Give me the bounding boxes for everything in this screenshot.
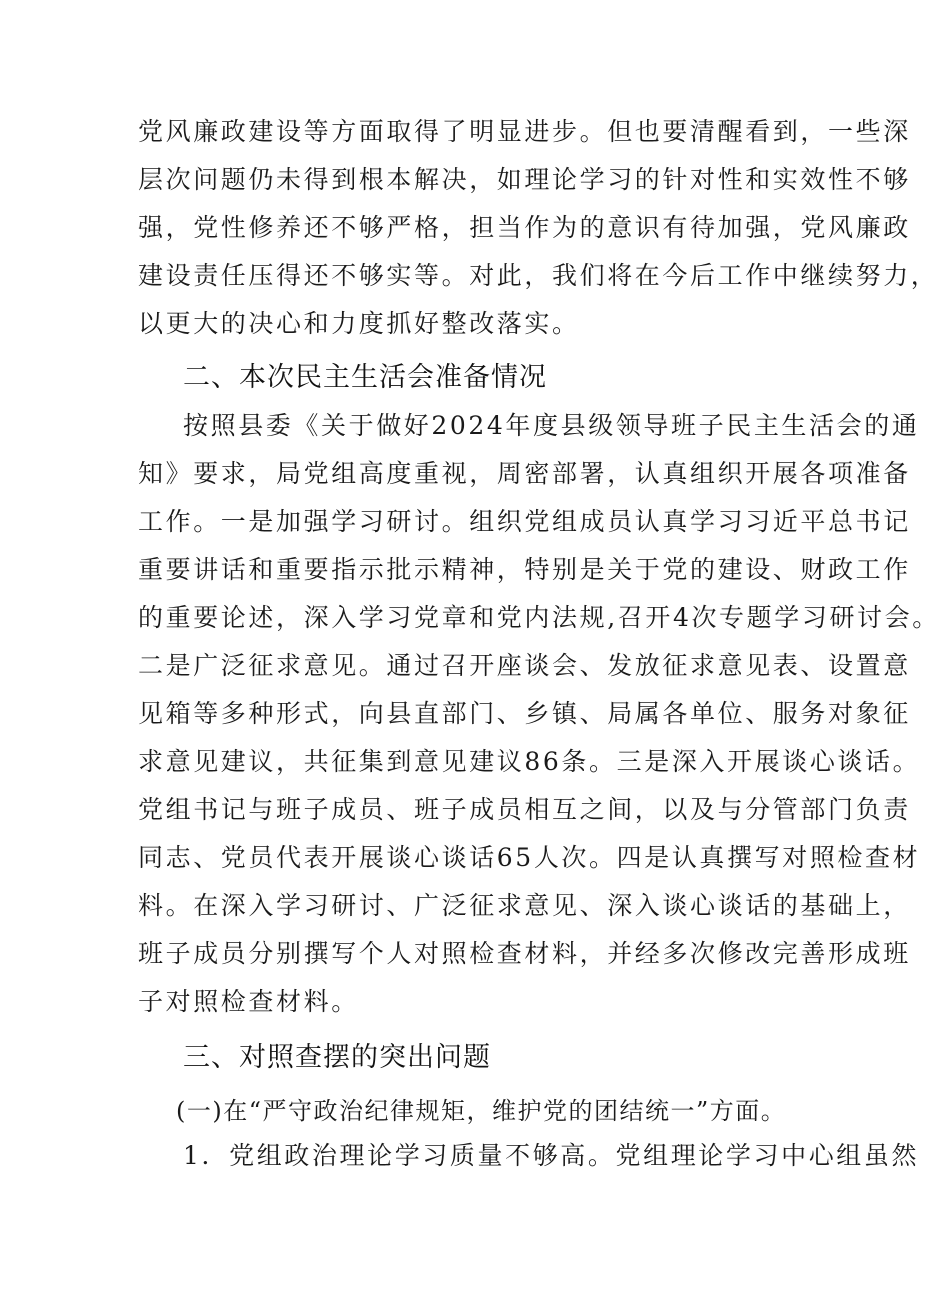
paragraph-line: 按照县委《关于做好2024年度县级领导班子民主生活会的通 bbox=[183, 411, 920, 440]
paragraph-line: 料。在深入学习研讨、广泛征求意见、深入谈心谈话的基础上， bbox=[138, 891, 911, 920]
paragraph-line: 班子成员分别撰写个人对照检查材料，并经多次修改完善形成班 bbox=[138, 939, 911, 968]
subsection-heading: (一)在“严守政治纪律规矩，维护党的团结统一”方面。 bbox=[176, 1097, 787, 1125]
paragraph-line: 党组书记与班子成员、班子成员相互之间，以及与分管部门负责 bbox=[138, 795, 911, 824]
paragraph-line: 同志、党员代表开展谈心谈话65人次。四是认真撰写对照检查材 bbox=[138, 843, 921, 872]
section-heading-3: 三、对照查摆的突出问题 bbox=[183, 1042, 491, 1073]
section-heading-2: 二、本次民主生活会准备情况 bbox=[183, 362, 547, 393]
paragraph-line: 见箱等多种形式，向县直部门、乡镇、局属各单位、服务对象征 bbox=[138, 699, 911, 728]
paragraph-line: 党风廉政建设等方面取得了明显进步。但也要清醒看到，一些深 bbox=[138, 117, 911, 146]
paragraph-line: 知》要求，局党组高度重视，周密部署，认真组织开展各项准备 bbox=[138, 459, 911, 488]
paragraph-line: 的重要论述，深入学习党章和党内法规,召开4次专题学习研讨会。 bbox=[138, 603, 940, 632]
numbered-item-1: 1．党组政治理论学习质量不够高。党组理论学习中心组虽然 bbox=[183, 1141, 920, 1170]
paragraph-line: 以更大的决心和力度抓好整改落实。 bbox=[138, 309, 580, 338]
paragraph-line: 重要讲话和重要指示批示精神，特别是关于党的建设、财政工作 bbox=[138, 555, 911, 584]
paragraph-line: 建设责任压得还不够实等。对此，我们将在今后工作中继续努力， bbox=[138, 261, 939, 290]
paragraph-line: 子对照检查材料。 bbox=[138, 987, 359, 1016]
paragraph-line: 二是广泛征求意见。通过召开座谈会、发放征求意见表、设置意 bbox=[138, 651, 911, 680]
paragraph-line: 求意见建议，共征集到意见建议86条。三是深入开展谈心谈话。 bbox=[138, 747, 921, 776]
paragraph-line: 工作。一是加强学习研讨。组织党组成员认真学习习近平总书记 bbox=[138, 507, 911, 536]
paragraph-line: 层次问题仍未得到根本解决，如理论学习的针对性和实效性不够 bbox=[138, 165, 911, 194]
paragraph-line: 强，党性修养还不够严格，担当作为的意识有待加强，党风廉政 bbox=[138, 213, 911, 242]
